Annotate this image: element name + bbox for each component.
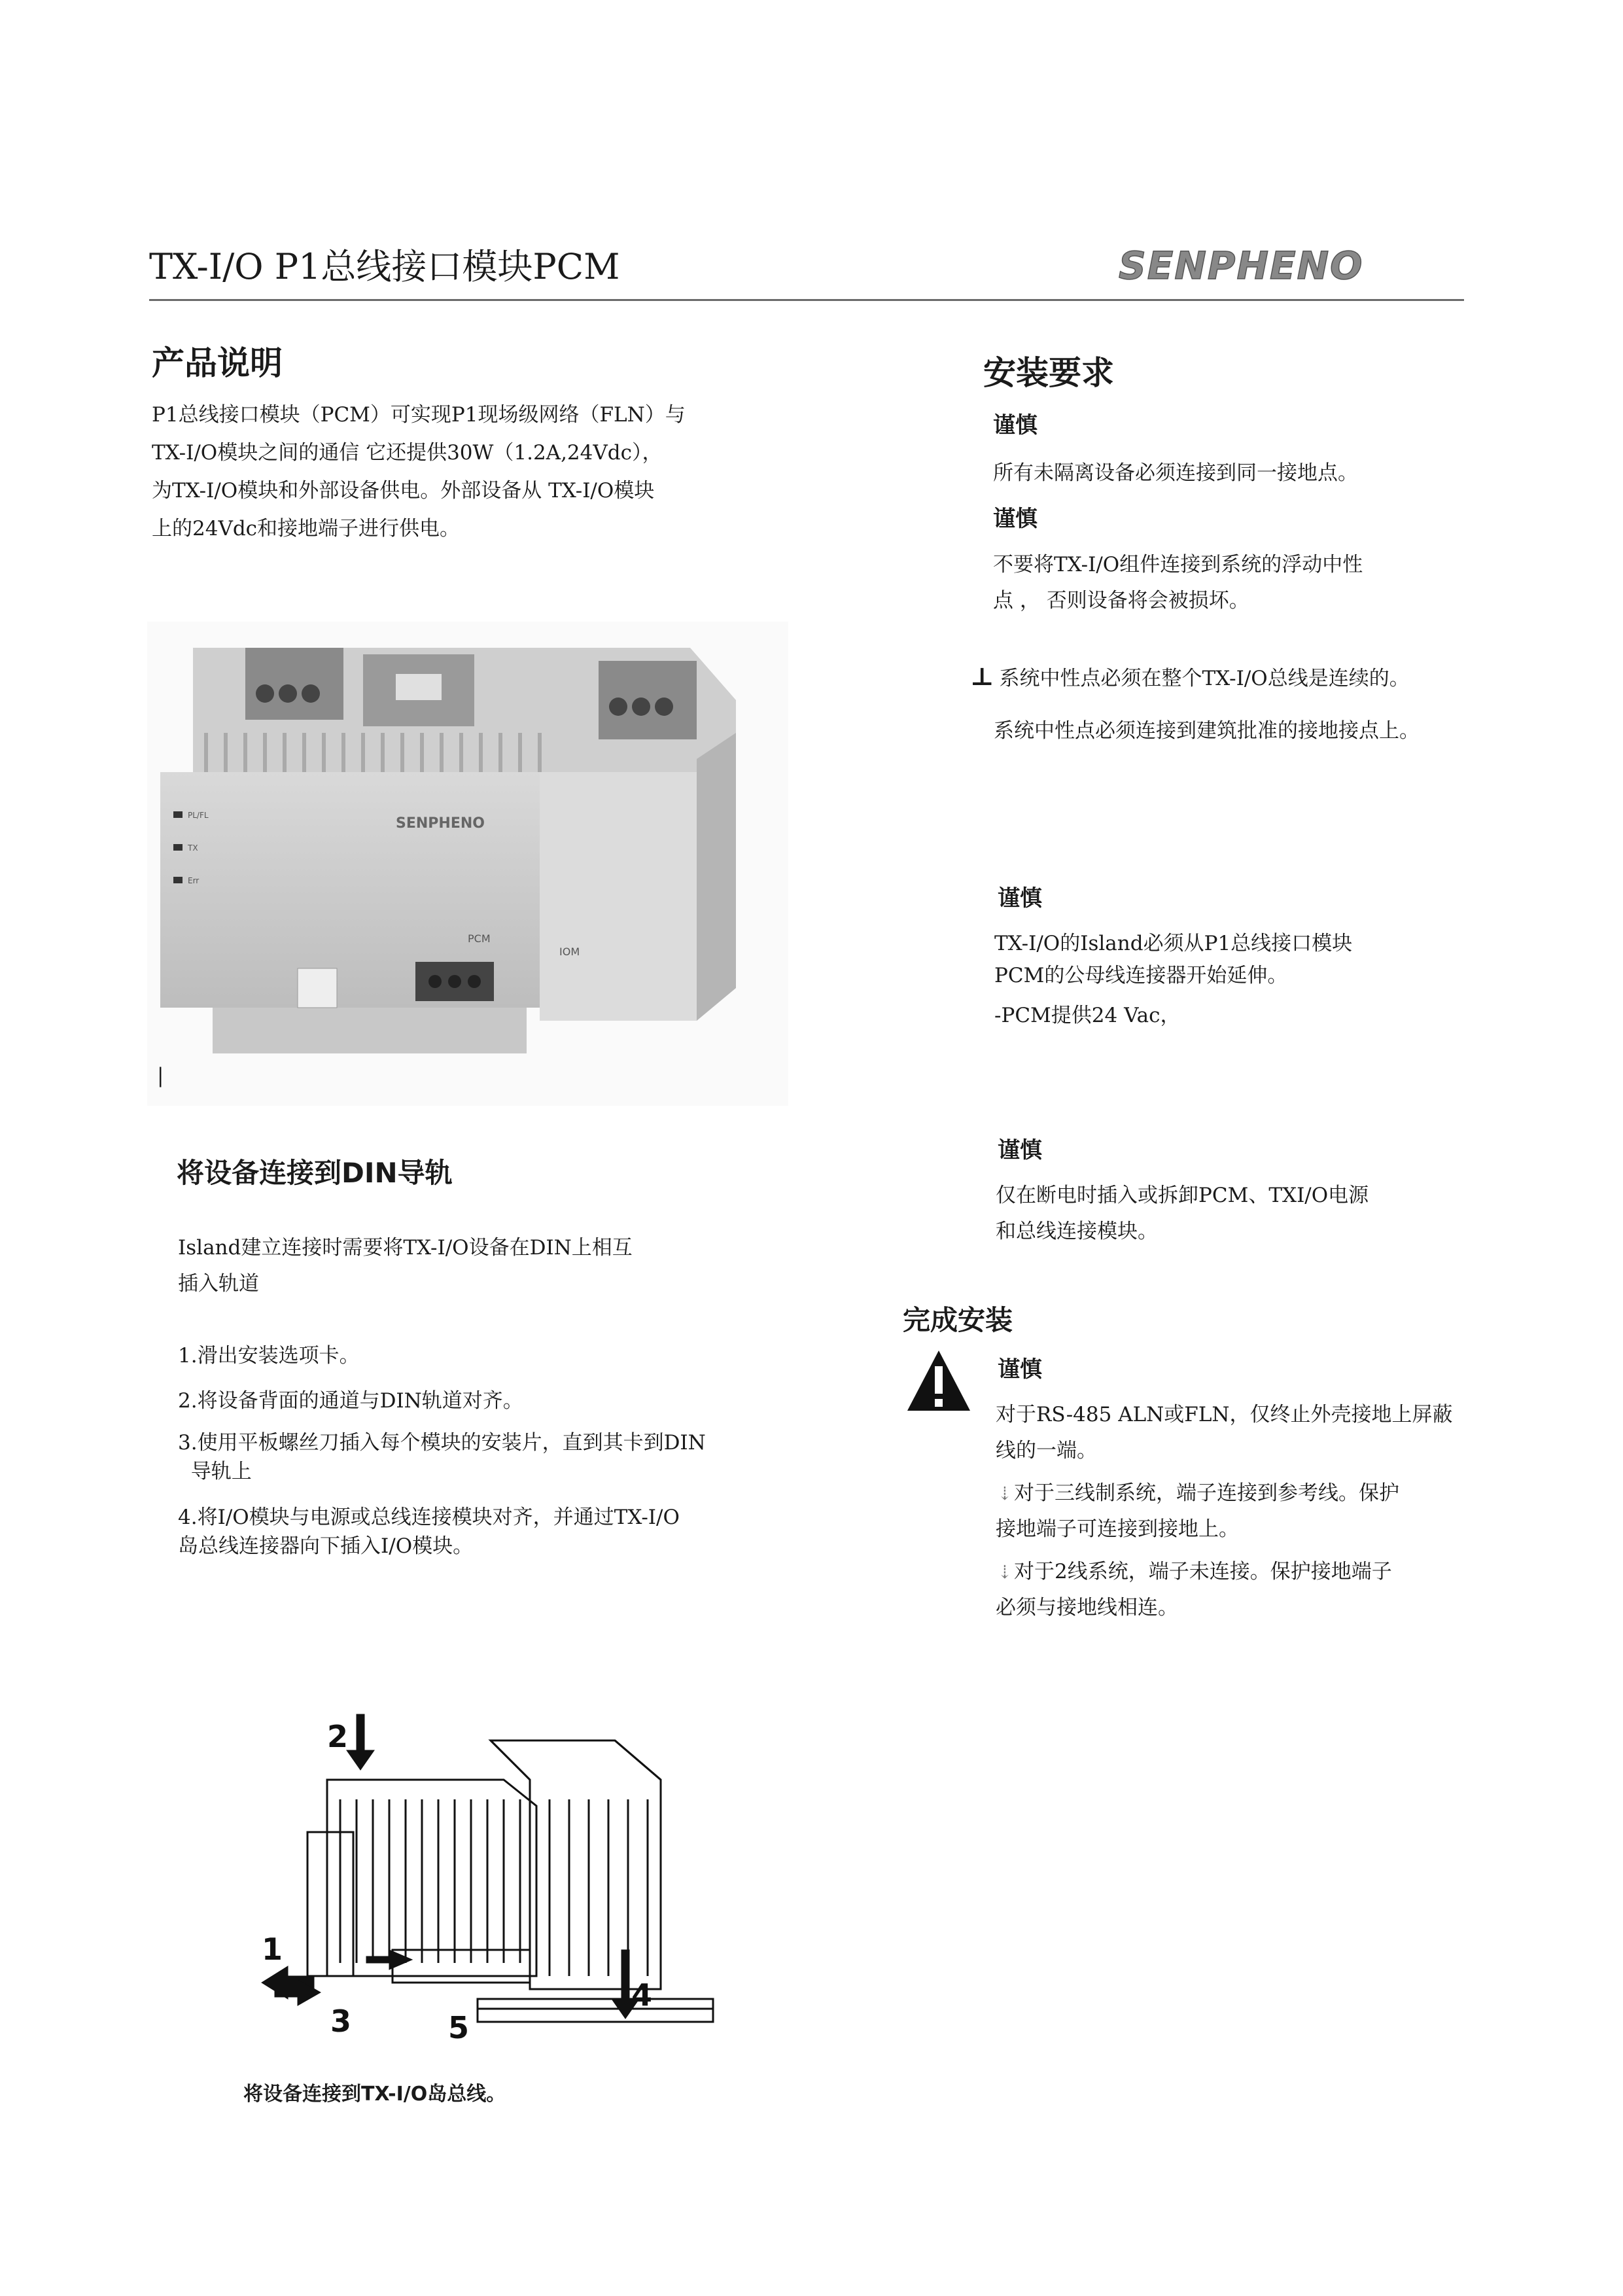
svg-text:PL/FL: PL/FL: [188, 811, 209, 820]
caution-label: 谨慎: [993, 506, 1038, 532]
list-item: 2.将设备背面的通道与DIN轨道对齐。: [178, 1389, 523, 1413]
svg-text:4: 4: [631, 1977, 653, 2013]
caution-text-2: 不要将TX-I/O组件连接到系统的浮动中性 点 ， 否则设备将会被损坏。: [993, 553, 1363, 612]
svg-text:Err: Err: [188, 876, 200, 885]
din-rail-diagram: [242, 1701, 733, 2068]
warning-icon: [905, 1348, 973, 1413]
product-heading: 产品说明: [152, 344, 283, 382]
product-description: P1总线接口模块（PCM）可实现P1现场级网络（FLN）与 TX-I/O模块之间的通信 它还提供30W（1.2A,24Vdc）， 为TX-I/O模块和外部设备供电。外部设备从 TX-I/O模块 上的24Vdc和接地端子进行供电。: [152, 403, 686, 540]
stray-mark: |: [157, 1064, 164, 1087]
svg-text:1: 1: [262, 1932, 283, 1967]
caution-label: 谨慎: [998, 1356, 1042, 1383]
caution-text-4: 仅在断电时插入或拆卸PCM、TXI/O电源 和总线连接模块。: [996, 1184, 1369, 1243]
ground-note: ⊥ 系统中性点必须在整个TX-I/O总线是连续的。 系统中性点必须连接到建筑批准的接地接点上。: [970, 662, 1420, 743]
list-item: 1.滑出安装选项卡。: [178, 1344, 360, 1368]
din-heading: 将设备连接到DIN导轨: [177, 1157, 453, 1189]
svg-text:SENPHENO: SENPHENO: [396, 815, 485, 832]
svg-text:5: 5: [448, 2010, 470, 2045]
install-heading: 安装要求: [983, 354, 1114, 392]
svg-text:TX: TX: [188, 843, 198, 853]
brand-logo: [1112, 242, 1459, 288]
arrow-down-icon: ⇣: [997, 1561, 1013, 1583]
din-intro: Island建立连接时需要将TX-I/O设备在DIN上相互 插入轨道: [178, 1236, 633, 1296]
svg-text:PCM: PCM: [468, 932, 491, 945]
step-list: [178, 1338, 706, 1561]
list-item: 4.将I/O模块与电源或总线连接模块对齐，并通过TX-I/O 岛总线连接器向下插入I/O模块。: [178, 1506, 680, 1558]
caution-text-1: 所有未隔离设备必须连接到同一接地点。: [993, 461, 1358, 485]
caution-text-3: TX-I/O的Island必须从P1总线接口模块 PCM的公母线连接器开始延伸。 -PCM提供24 Vac，: [994, 932, 1353, 1027]
caution-text-5: 对于RS-485 ALN或FLN，仅终止外壳接地上屏蔽 线的一端。: [996, 1403, 1453, 1462]
pcm-device-image: [147, 622, 788, 1106]
arrow-down-icon: ⇣: [997, 1483, 1013, 1504]
svg-text:3: 3: [330, 2004, 352, 2039]
two-wire-note: ⇣对于2线系统，端子未连接。保护接地端子 必须与接地线相连。: [996, 1554, 1392, 1626]
svg-text:2: 2: [327, 1719, 349, 1754]
caution-label: 谨慎: [993, 412, 1038, 438]
three-wire-note: ⇣对于三线制系统，端子连接到参考线。保护 接地端子可连接到接地上。: [996, 1475, 1399, 1547]
caution-label: 谨慎: [998, 885, 1042, 911]
caution-label: 谨慎: [998, 1137, 1042, 1163]
header-divider: [149, 299, 1464, 301]
ground-icon: ⊥: [970, 662, 994, 691]
svg-text:IOM: IOM: [559, 945, 580, 958]
list-item: 3.使用平板螺丝刀插入每个模块的安装片，直到其卡到DIN 导轨上: [178, 1431, 706, 1483]
complete-heading: 完成安装: [903, 1304, 1013, 1336]
svg-text:SENPHENO: SENPHENO: [1119, 243, 1364, 288]
page-title: TX-I/O P1总线接口模块PCM: [149, 246, 620, 287]
figure-caption: 将设备连接到TX-I/O岛总线。: [243, 2083, 506, 2106]
